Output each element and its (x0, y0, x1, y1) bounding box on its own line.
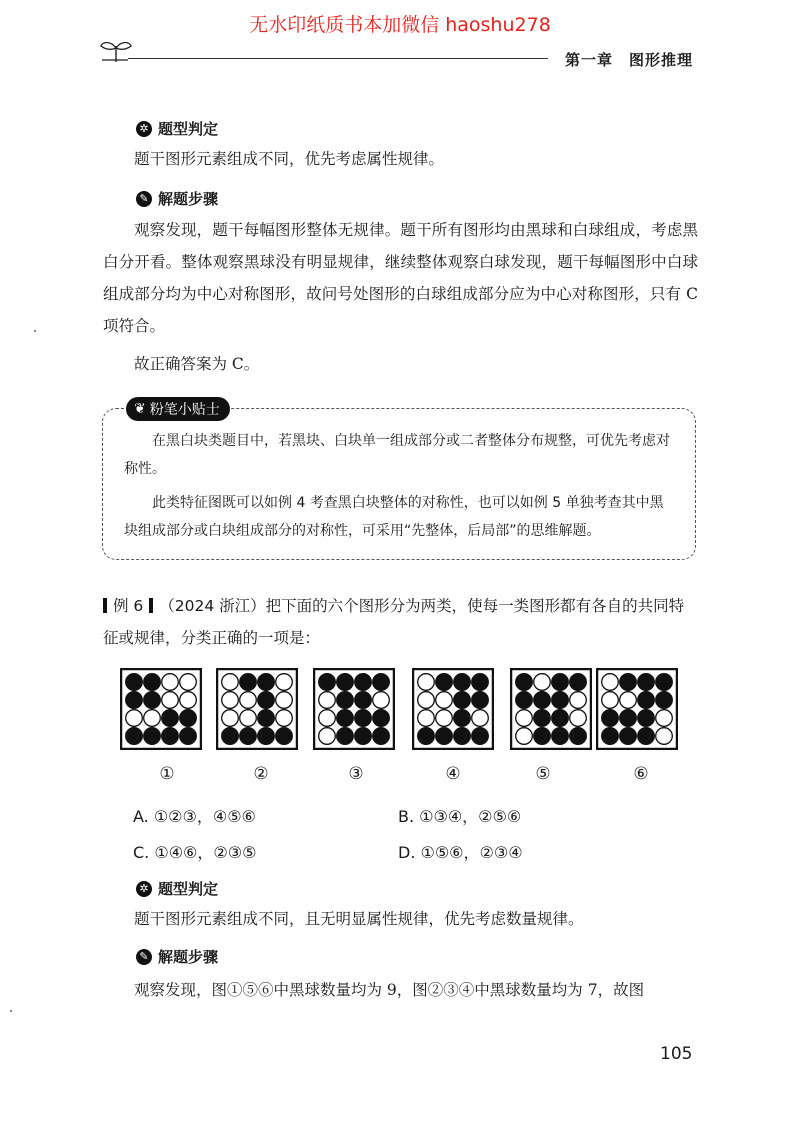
black-ball (516, 692, 533, 709)
white-ball (180, 692, 197, 709)
black-ball (534, 710, 551, 727)
black-ball (355, 692, 372, 709)
black-ball (355, 674, 372, 691)
black-ball (337, 692, 354, 709)
option-c: C. ①④⑥，②③⑤ (133, 843, 257, 862)
sprout-header-icon (98, 36, 134, 64)
type-judgement-text-2: 题干图形元素组成不同，且无明显属性规律，优先考虑数量规律。 (134, 910, 584, 928)
black-ball (180, 710, 197, 727)
black-ball (258, 728, 275, 745)
black-ball (258, 710, 275, 727)
example-label: 例 6 (113, 597, 144, 615)
black-ball (126, 692, 143, 709)
black-ball (373, 710, 390, 727)
type-judgement-heading: ✲ 题型判定 (136, 118, 218, 139)
white-ball (656, 710, 673, 727)
white-ball (126, 710, 143, 727)
solution-steps-heading: ✎ 解题步骤 (136, 188, 218, 209)
white-ball (436, 692, 453, 709)
figure-label-1: ① (159, 764, 175, 784)
black-ball (180, 728, 197, 745)
white-ball (656, 728, 673, 745)
figure-3 (313, 668, 395, 750)
figure-4 (412, 668, 494, 750)
white-ball (222, 674, 239, 691)
gear-icon: ✲ (136, 881, 152, 897)
black-ball (472, 692, 489, 709)
white-ball (319, 728, 336, 745)
black-ball (144, 692, 161, 709)
white-ball (319, 710, 336, 727)
white-ball (516, 710, 533, 727)
black-ball (319, 674, 336, 691)
black-ball (258, 674, 275, 691)
white-ball (144, 710, 161, 727)
black-ball (534, 692, 551, 709)
black-ball (355, 710, 372, 727)
white-ball (240, 692, 257, 709)
white-ball (276, 710, 293, 727)
black-ball (638, 692, 655, 709)
tip-text: 在黑白块类题目中，若黑块、白块单一组成部分或二者整体分布规整，可优先考虑对称性。 此类特征图既可以如例 4 考查黑白块整体的对称性，也可以如例 5 单独考查其中黑块组成部分或白块组成部分的对称性，可采用“先整体，后局部”的思维解题。 (124, 433, 670, 539)
example-question: 例 6 （2024 浙江）把下面的六个图形分为两类，使每一类图形都有各自的共同特征或规律，分类正确的一项是： (103, 597, 685, 647)
figure-label-2: ② (253, 764, 269, 784)
black-ball (355, 728, 372, 745)
example-mark-left (103, 598, 107, 613)
black-ball (144, 674, 161, 691)
black-ball (454, 692, 471, 709)
option-d: D. ①⑤⑥，②③④ (398, 843, 523, 862)
solution-steps-text-2: 观察发现，图①⑤⑥中黑球数量均为 9，图②③④中黑球数量均为 7，故图 (134, 981, 645, 999)
black-ball (454, 728, 471, 745)
black-ball (656, 692, 673, 709)
black-ball (602, 728, 619, 745)
page-number: 105 (660, 1044, 693, 1064)
white-ball (222, 710, 239, 727)
sprout-icon: ❦ (134, 401, 146, 417)
white-ball (534, 674, 551, 691)
white-ball (570, 710, 587, 727)
black-ball (418, 728, 435, 745)
black-ball (454, 710, 471, 727)
pen-icon: ✎ (136, 949, 152, 965)
scan-speck (34, 330, 36, 332)
black-ball (240, 674, 257, 691)
gear-icon: ✲ (136, 121, 152, 137)
black-ball (552, 674, 569, 691)
figure-label-4: ④ (445, 764, 461, 784)
example-mark-right (149, 598, 153, 613)
white-ball (240, 710, 257, 727)
pen-icon: ✎ (136, 191, 152, 207)
figure-label-3: ③ (348, 764, 364, 784)
black-ball (436, 674, 453, 691)
white-ball (162, 692, 179, 709)
black-ball (552, 710, 569, 727)
black-ball (534, 728, 551, 745)
black-ball (222, 728, 239, 745)
black-ball (472, 728, 489, 745)
black-ball (638, 710, 655, 727)
answer-text: 故正确答案为 C。 (134, 355, 260, 373)
tip-label: ❦ 粉笔小贴士 (126, 397, 230, 421)
black-ball (337, 728, 354, 745)
black-ball (337, 710, 354, 727)
black-ball (552, 692, 569, 709)
solution-steps-text: 观察发现，题干每幅图形整体无规律。题干所有图形均由黑球和白球组成，考虑黑白分开看。整体观察黑球没有明显规律，继续整体观察白球发现，题干每幅图形中白球组成部分均为中心对称图形，故问号处图形的白球组成部分应为中心对称图形，只有 C 项符合。 故正确答案为 C。 (103, 214, 698, 380)
black-ball (126, 728, 143, 745)
black-ball (602, 710, 619, 727)
solution-steps-heading-2: ✎ 解题步骤 (136, 946, 218, 967)
figure-row (120, 668, 690, 758)
white-ball (570, 692, 587, 709)
black-ball (638, 728, 655, 745)
figure-6 (596, 668, 678, 750)
black-ball (472, 674, 489, 691)
black-ball (436, 728, 453, 745)
white-ball (602, 692, 619, 709)
black-ball (373, 728, 390, 745)
figure-1 (120, 668, 202, 750)
option-a: A. ①②③，④⑤⑥ (133, 807, 256, 826)
black-ball (656, 674, 673, 691)
white-ball (373, 692, 390, 709)
black-ball (373, 674, 390, 691)
black-ball (570, 728, 587, 745)
white-ball (319, 692, 336, 709)
figure-label-5: ⑤ (535, 764, 551, 784)
black-ball (258, 692, 275, 709)
black-ball (240, 728, 257, 745)
black-ball (144, 728, 161, 745)
white-ball (602, 674, 619, 691)
watermark: 无水印纸质书本加微信 haoshu278 (249, 14, 551, 36)
black-ball (620, 728, 637, 745)
black-ball (126, 674, 143, 691)
black-ball (454, 674, 471, 691)
type-judgement-text: 题干图形元素组成不同，优先考虑属性规律。 (134, 150, 445, 168)
black-ball (620, 710, 637, 727)
type-judgement-heading-2: ✲ 题型判定 (136, 878, 218, 899)
black-ball (552, 728, 569, 745)
white-ball (418, 710, 435, 727)
scan-speck (10, 1010, 12, 1012)
white-ball (472, 710, 489, 727)
white-ball (180, 674, 197, 691)
figure-label-6: ⑥ (633, 764, 649, 784)
white-ball (276, 674, 293, 691)
white-ball (418, 692, 435, 709)
header-rule (128, 58, 548, 59)
black-ball (638, 674, 655, 691)
white-ball (418, 674, 435, 691)
black-ball (337, 674, 354, 691)
black-ball (516, 674, 533, 691)
white-ball (516, 728, 533, 745)
white-ball (276, 692, 293, 709)
white-ball (162, 674, 179, 691)
black-ball (162, 710, 179, 727)
white-ball (436, 710, 453, 727)
option-b: B. ①③④，②⑤⑥ (398, 807, 522, 826)
black-ball (276, 728, 293, 745)
chapter-title: 第一章 图形推理 (565, 51, 694, 69)
white-ball (222, 692, 239, 709)
figure-2 (216, 668, 298, 750)
black-ball (620, 674, 637, 691)
black-ball (162, 728, 179, 745)
black-ball (570, 674, 587, 691)
white-ball (620, 692, 637, 709)
figure-5 (510, 668, 592, 750)
